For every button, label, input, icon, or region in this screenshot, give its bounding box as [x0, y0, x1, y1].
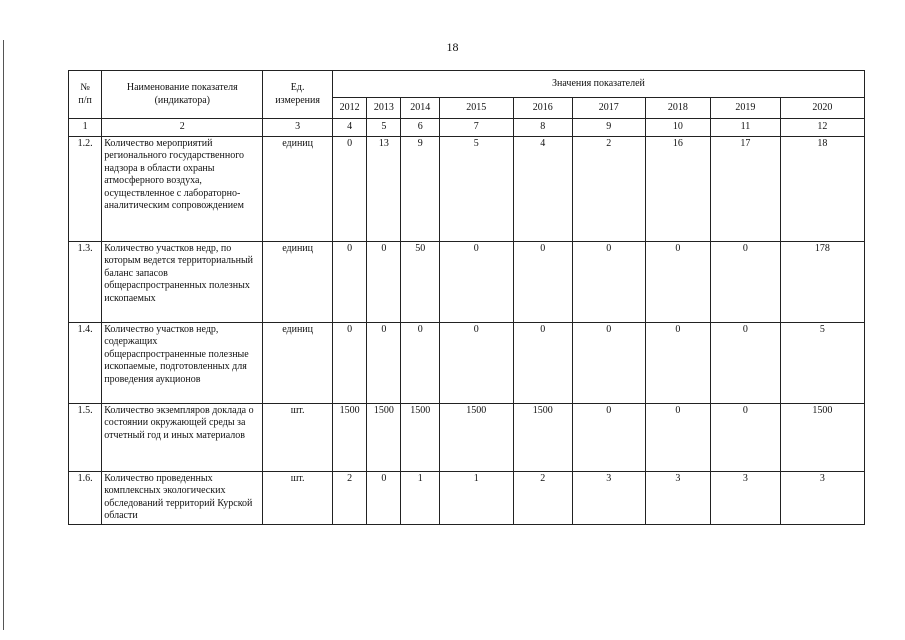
- value-cell: 1500: [513, 403, 572, 471]
- header-values: Значения показателей: [332, 71, 864, 98]
- value-cell: 0: [439, 322, 513, 403]
- value-cell: 0: [332, 136, 366, 241]
- value-cell: 0: [572, 403, 645, 471]
- indicator-name: Количество экземпляров доклада о состоянии окружающей среды за отчетный год и иных материалов: [102, 403, 263, 471]
- value-cell: 0: [401, 322, 439, 403]
- value-cell: 1500: [401, 403, 439, 471]
- value-cell: 17: [711, 136, 781, 241]
- year-header: 2015: [439, 98, 513, 119]
- scan-left-edge-line: [3, 40, 4, 630]
- value-cell: 0: [711, 403, 781, 471]
- value-cell: 1500: [780, 403, 864, 471]
- value-cell: 0: [439, 241, 513, 322]
- value-cell: 0: [572, 241, 645, 322]
- value-cell: 0: [367, 241, 401, 322]
- value-cell: 2: [513, 471, 572, 524]
- value-cell: 0: [711, 322, 781, 403]
- year-header: 2012: [332, 98, 366, 119]
- unit-cell: единиц: [263, 322, 333, 403]
- column-number: 7: [439, 119, 513, 137]
- value-cell: 0: [513, 241, 572, 322]
- page-number: 18: [446, 40, 459, 54]
- column-number: 11: [711, 119, 781, 137]
- value-cell: 0: [332, 322, 366, 403]
- unit-cell: единиц: [263, 241, 333, 322]
- column-number: 9: [572, 119, 645, 137]
- unit-cell: шт.: [263, 471, 333, 524]
- indicator-name: Количество проведенных комплексных экологических обследований территорий Курской области: [102, 471, 263, 524]
- value-cell: 9: [401, 136, 439, 241]
- value-cell: 0: [332, 241, 366, 322]
- column-number: 8: [513, 119, 572, 137]
- value-cell: 3: [780, 471, 864, 524]
- value-cell: 178: [780, 241, 864, 322]
- year-header: 2019: [711, 98, 781, 119]
- header-row-1: [69, 71, 865, 98]
- value-cell: 5: [439, 136, 513, 241]
- column-number: 3: [263, 119, 333, 137]
- table-row: [69, 322, 865, 403]
- row-number: 1.3.: [69, 241, 102, 322]
- value-cell: 1500: [332, 403, 366, 471]
- column-number: 6: [401, 119, 439, 137]
- column-number: 4: [332, 119, 366, 137]
- value-cell: 0: [645, 403, 710, 471]
- year-header: 2018: [645, 98, 710, 119]
- header-name: Наименование показателя (индикатора): [102, 71, 263, 119]
- unit-cell: шт.: [263, 403, 333, 471]
- value-cell: 0: [572, 322, 645, 403]
- value-cell: 5: [780, 322, 864, 403]
- value-cell: 1: [439, 471, 513, 524]
- column-number: 5: [367, 119, 401, 137]
- value-cell: 50: [401, 241, 439, 322]
- value-cell: 0: [645, 241, 710, 322]
- column-number: 12: [780, 119, 864, 137]
- value-cell: 1500: [439, 403, 513, 471]
- table-row: [69, 471, 865, 524]
- row-number: 1.6.: [69, 471, 102, 524]
- table-row: [69, 241, 865, 322]
- table-row: [69, 136, 865, 241]
- column-number: 10: [645, 119, 710, 137]
- value-cell: 2: [332, 471, 366, 524]
- year-header: 2013: [367, 98, 401, 119]
- indicator-name: Количество участков недр, по которым ведется территориальный баланс запасов общераспространенных полезных ископаемых: [102, 241, 263, 322]
- column-number-row: [69, 119, 865, 137]
- value-cell: 3: [645, 471, 710, 524]
- year-header: 2016: [513, 98, 572, 119]
- indicator-name: Количество участков недр, содержащих общераспространенные полезные ископаемые, подготовленных для проведения аукционов: [102, 322, 263, 403]
- column-number: 2: [102, 119, 263, 137]
- header-unit: Ед. измерения: [263, 71, 333, 119]
- header-no: № п/п: [69, 71, 102, 119]
- value-cell: 0: [367, 471, 401, 524]
- value-cell: 13: [367, 136, 401, 241]
- table-row: [69, 403, 865, 471]
- column-number: 1: [69, 119, 102, 137]
- value-cell: 4: [513, 136, 572, 241]
- year-header: 2020: [780, 98, 864, 119]
- value-cell: 18: [780, 136, 864, 241]
- value-cell: 0: [711, 241, 781, 322]
- value-cell: 0: [645, 322, 710, 403]
- value-cell: 2: [572, 136, 645, 241]
- row-number: 1.2.: [69, 136, 102, 241]
- value-cell: 3: [572, 471, 645, 524]
- value-cell: 16: [645, 136, 710, 241]
- indicator-name: Количество мероприятий регионального государственного надзора в области охраны атмосферного воздуха, осуществленное с лабораторно-аналитическим сопровождением: [102, 136, 263, 241]
- year-header: 2017: [572, 98, 645, 119]
- value-cell: 0: [367, 322, 401, 403]
- indicators-table: [68, 70, 865, 525]
- indicators-table-container: [68, 70, 865, 525]
- value-cell: 1: [401, 471, 439, 524]
- value-cell: 1500: [367, 403, 401, 471]
- row-number: 1.5.: [69, 403, 102, 471]
- row-number: 1.4.: [69, 322, 102, 403]
- value-cell: 0: [513, 322, 572, 403]
- unit-cell: единиц: [263, 136, 333, 241]
- value-cell: 3: [711, 471, 781, 524]
- year-header: 2014: [401, 98, 439, 119]
